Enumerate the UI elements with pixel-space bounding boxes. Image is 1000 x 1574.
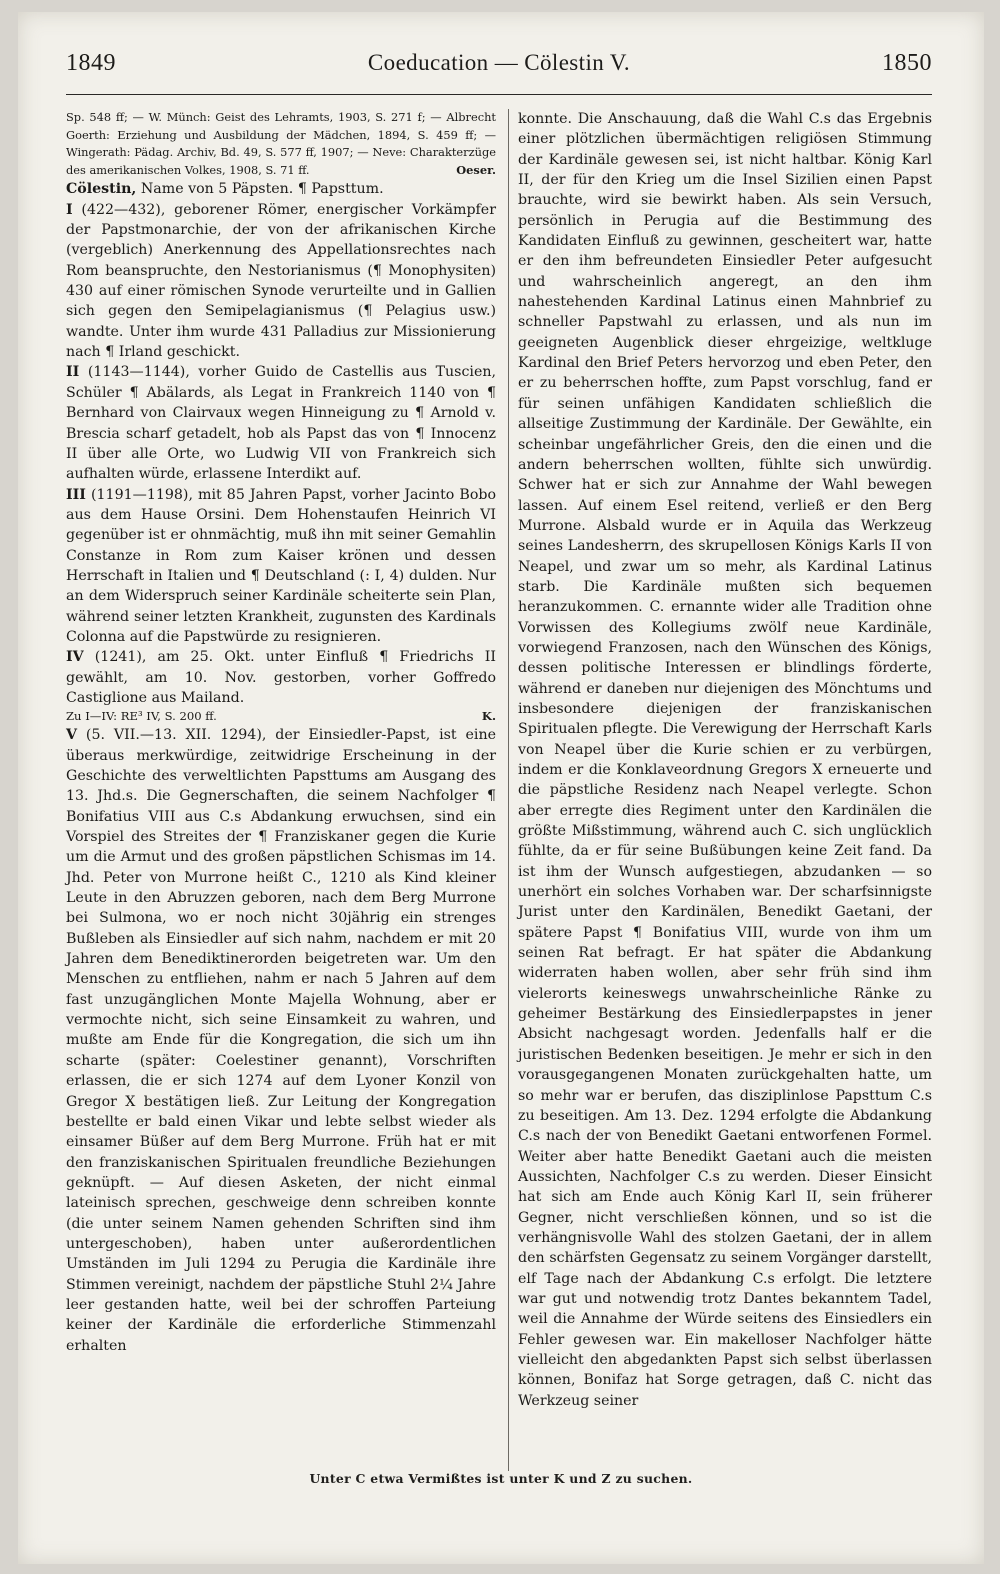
paragraph-III [66,485,496,648]
numeral-V: V [66,727,78,744]
literature-text: Sp. 548 ff; — W. Münch: Geist des Lehramts, 1903, S. 271 f; — Albrecht Goerth: Erziehung und Ausbildung der Mädchen, 1894, S. 459 ff; — Wingerath: Pädag. Archiv, Bd. 49, S. 577 ff, 1907; — Neve: Charakterzüge des amerikanischen Volkes, 1908, S. 71 ff. [66,110,496,177]
header-rule [66,94,932,95]
left-column [66,109,496,1356]
numeral-II: II [66,364,80,381]
paragraph-V [66,725,496,1356]
reference-note-signature: K. [481,709,496,724]
numeral-IV: IV [66,649,84,666]
paragraph-IV [66,647,496,708]
paragraph-IV-text: (1241), am 25. Okt. unter Einfluß ¶ Friedrichs II gewählt, am 10. Nov. gestorben, vorher Goffredo Castiglione aus Mailand. [66,649,496,706]
reference-note-text: Zu I—IV: RE³ IV, S. 200 ff. [66,709,217,724]
paragraph-III-text: (1191—1198), mit 85 Jahren Papst, vorher Jacinto Bobo aus dem Hause Orsini. Dem Hohenstaufen Heinrich VI gegenüber ist er ohnmächtig, muß ihn mit seiner Gemahlin Constanze in Rom zum Kaiser krönen und dessen Herrschaft in Italien und ¶ Deutschland (: I, 4) dulden. Nur an dem Widerspruch seiner Kardinäle scheiterte sein Plan, während seiner letzten Krankheit, zugunsten des Kardinals Colonna auf die Papstwürde zu resignieren. [66,486,496,645]
literature-signature: Oeser. [456,162,496,177]
paragraph-II-text: (1143—1144), vorher Guido de Castellis aus Tuscien, Schüler ¶ Abälards, als Legat in Frankreich 1140 von ¶ Bernhard von Clairvaux wegen Hinneigung zu ¶ Arnold v. Brescia scharf getadelt, hob als Papst das von ¶ Innocenz II über alle Orte, wo Ludwig VII von Frankreich sich aufhalten würde, erlassene Interdikt auf. [66,364,496,483]
running-title: Coeducation — Cölestin V. [367,50,631,75]
book-page [18,12,984,1564]
paragraph-II [66,362,496,484]
numeral-III: III [66,486,86,503]
entry-headword: Cölestin, [66,181,137,198]
page-number-left: 1849 [66,50,116,76]
entry-intro: Name von 5 Päpsten. ¶ Papsttum. [136,181,384,198]
paragraph-I-text: (422—432), geborener Römer, energischer Vorkämpfer der Papstmonarchie, der von der afrikanischen Kirche (vergeblich) Anerkennung des Appellationsrechtes nach Rom beanspruchte, den Nestorianismus (¶ Monophysiten) 430 auf einer römischen Synode verurteilte und in Gallien sich gegen den Semipelagianismus (¶ Pelagius usw.) wandte. Unter ihm wurde 431 Palladius zur Missionierung nach ¶ Irland geschickt. [66,201,496,361]
column-divider [508,109,509,1471]
footer-note: Unter C etwa Vermißtes ist unter K und Z zu suchen. [309,1471,693,1486]
reference-note [66,708,496,725]
right-column-text: konnte. Die Anschauung, daß die Wahl C.s das Ergebnis einer plötzlichen übermächtigen religiösen Stimmung der Kardinäle gewesen sei, ist nicht haltbar. König Karl II, der für den Krieg um die Insel Sizilien einen Papst brauchte, wird sie bewirkt haben. Als sein Versuch, persönlich in Perugia auf die Bestimmung des Kandidaten Einfluß zu gewinnen, gescheitert war, hatte er den ihm befreundeten Einsiedler Peter aufgesucht und wahrscheinlich angeregt, an den ihm nahestehenden Kardinal Latinus einen Mahnbrief zu schneller Papstwahl zu erlassen, und als nun im geeigneten Augenblick dieser ehrgeizige, weltkluge Kardinal den Brief Peters hervorzog und eben Peter, den er zu beherrschen hoffte, zum Papst vorschlug, fand er für seinen unfähigen Kandidaten schließlich die allseitige Zustimmung der Kardinäle. Der Gewählte, ein scheinbar ungefährlicher Greis, den die einen und die andern beherrschen wollten, fühlte sich unwürdig. Schwer hat er sich zur Annahme der Wahl bewegen lassen. Auf einem Esel reitend, verließ er den Berg Murrone. Alsbald wurde er in Aquila das Werkzeug seines Landesherrn, des skrupellosen Königs Karls II von Neapel, und zwar um so mehr, als Kardinal Latinus starb. Die Kardinäle mußten sich bequemen heranzukommen. C. ernannte wider alle Tradition ohne Vorwissen des Kollegiums zwölf neue Kardinäle, vorwiegend Franzosen, nach den Wünschen des Königs, dessen politische Interessen er blindlings förderte, während er daneben nur diejenigen des Mönchtums und insbesondere diejenigen der franziskanischen Spiritualen pflegte. Die Verewigung der Herrschaft Karls von Neapel über die Kurie schien er zu verbürgen, indem er die Konklaveordnung Gregors X erneuerte und die päpstliche Residenz nach Neapel verlegte. Schon aber erregte dies Regiment unter den Kardinälen die größte Mißstimmung, während auch C. sich unglücklich fühlte, da er für seine Bußübungen keine Zeit fand. Da ist ihm der Wunsch aufgestiegen, abzudanken — so unerhört ein solches Vorhaben war. Der scharfsinnigste Jurist unter den Kardinälen, Benedikt Gaetani, der spätere Papst ¶ Bonifatius VIII, wurde von ihm um seinen Rat befragt. Er hat später die Abdankung widerraten haben wollen, aber sehr früh sind ihm vielerorts keineswegs unwahrscheinliche Ränke zu geheimer Bestärkung des Einsiedlerpapstes in jener Absicht nachgesagt worden. Jedenfalls half er die juristischen Bedenken beseitigen. Je mehr er sich in den vorausgegangenen Monaten zurückgehalten hatte, um so mehr war er berufen, das disziplinlose Papsttum C.s zu beseitigen. Am 13. Dez. 1294 erfolgte die Abdankung C.s nach der von Benedikt Gaetani entworfenen Formel. Weiter aber hatte Benedikt Gaetani auch die meisten Aussichten, Nachfolger C.s zu werden. Dieser Einsicht hat sich am Ende auch König Karl II, sein früherer Gegner, nicht verschließen können, und so ist die verhängnisvolle Wahl des stolzen Gaetani, der in allem den schärfsten Gegensatz zu seinem Vorgänger darstellt, elf Tage nach der Abdankung C.s erfolgt. Die letztere war gut und notwendig trotz Dantes bekanntem Tadel, weil die Annahme der Würde seitens des Einsiedlers ein Fehler gewesen war. Ein makelloser Nachfolger hätte vielleicht den abgedankten Papst sich selbst überlassen können, Bonifaz hat Sorge getragen, daß C. nicht das Werkzeug seiner [518,111,932,1409]
entry-intro-paragraph [66,179,496,199]
paragraph-V-text: (5. VII.—13. XII. 1294), der Einsiedler-Papst, ist eine überaus merkwürdige, zeitwidrige Erscheinung in der Geschichte des verweltlichten Papsttums am Ausgang des 13. Jhd.s. Die Gegnerschaften, die seinem Nachfolger ¶ Bonifatius VIII aus C.s Abdankung erwuchsen, sind ein Vorspiel des Streites der ¶ Franziskaner gegen die Kurie um die Armut und des großen päpstlichen Schismas im 14. Jhd. Peter von Murrone heißt C., 1210 als Kind kleiner Leute in den Abruzzen geboren, nach dem Berg Murrone bei Sulmona, wo er noch nicht 30jährig ein strenges Bußleben als Einsiedler auf sich nahm, nachdem er mit 20 Jahren dem Benediktinerorden beigetreten war. Um den Menschen zu entfliehen, nahm er nach 5 Jahren auf dem fast unzugänglichen Monte Majella Wohnung, aber er vermochte nicht, sich seine Einsamkeit zu wahren, und mußte am Ende für die Kongregation, die sich um ihn scharte (später: Coelestiner genannt), Vorschriften erlassen, die er sich 1274 auf dem Lyoner Konzil von Gregor X bestätigen ließ. Zur Leitung der Kongregation bestellte er bald einen Vikar und lebte selbst wieder als einsamer Büßer auf dem Berg Murrone. Früh hat er mit den franziskanischen Spiritualen freundliche Beziehungen geknüpft. — Auf diesen Asketen, der nicht einmal lateinisch sprechen, geschweige denn schreiben konnte (die unter seinem Namen gehenden Schriften sind ihm untergeschoben), haben unter außerordentlichen Umständen im Juli 1294 zu Perugia die Kardinäle ihre Stimmen vereinigt, nachdem der päpstliche Stuhl 2¼ Jahre leer gestanden hatte, weil bei der schroffen Parteiung keiner der Kardinäle die erforderliche Stimmenzahl erhalten [66,727,496,1354]
literature-references [66,109,496,179]
page-number-right: 1850 [882,50,932,76]
numeral-I: I [66,201,73,218]
paragraph-I [66,200,496,363]
right-column [518,109,932,1411]
running-header [66,50,932,86]
